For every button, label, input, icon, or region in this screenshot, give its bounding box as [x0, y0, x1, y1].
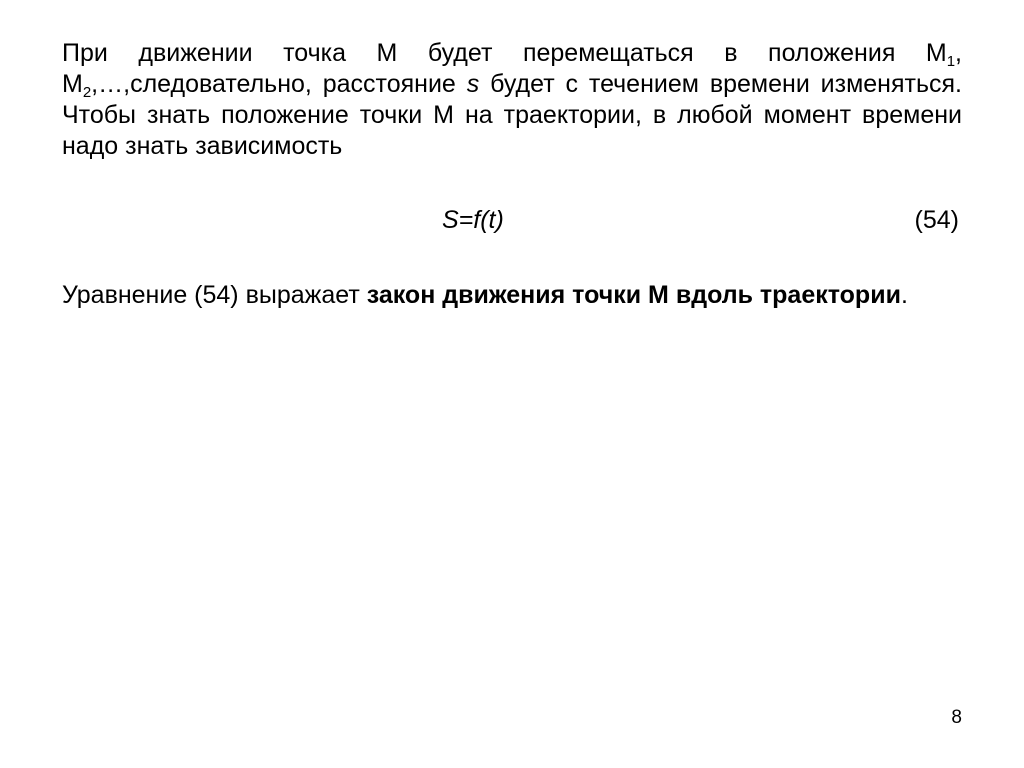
paragraph-law-of-motion [62, 280, 962, 311]
text-segment: , М [62, 39, 962, 98]
text-segment: При движении точка М будет перемещаться в положения М [62, 39, 947, 67]
text-segment: Уравнение (54) выражает [62, 281, 367, 309]
text-segment: будет с течением времени изменяться. Чтобы знать положение точки М на траектории, в любой момент времени надо знать зависимость [62, 70, 962, 160]
equation-formula: S=f(t) [442, 206, 504, 234]
equation-line [0, 204, 1024, 236]
paragraph-motion-description [62, 38, 962, 162]
bold-term: закон движения точки М вдоль траектории [366, 281, 901, 309]
equation-number: (54) [914, 206, 959, 234]
subscript: 2 [82, 84, 92, 101]
variable-s: s [466, 70, 480, 98]
text-segment: . [900, 281, 908, 309]
page-number: 8 [951, 707, 962, 728]
text-segment: ,…,следовательно, расстояние [91, 70, 467, 98]
subscript: 1 [946, 53, 956, 70]
